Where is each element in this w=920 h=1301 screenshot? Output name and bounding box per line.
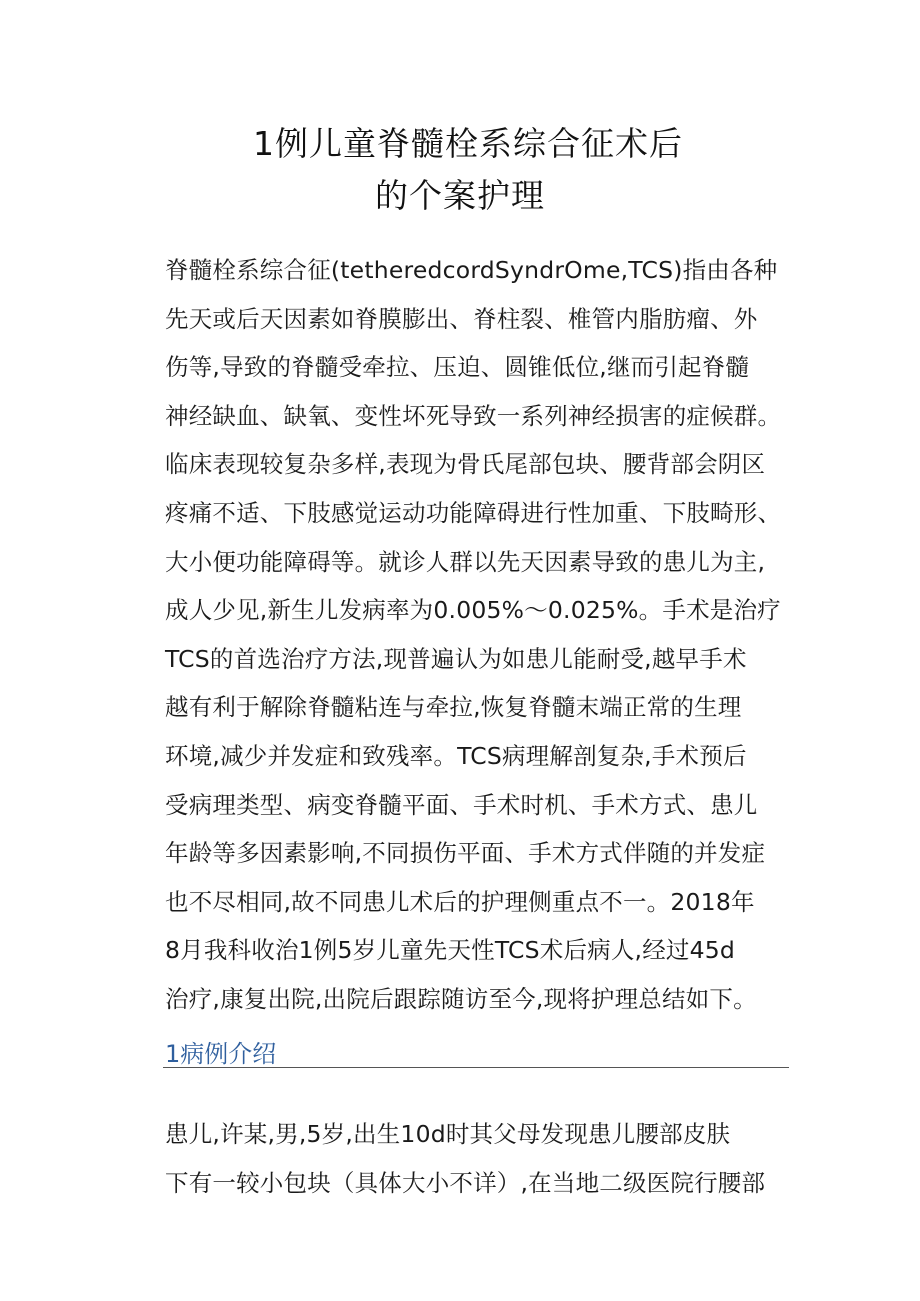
intro-line: 临床表现较复杂多样,表现为骨氏尾部包块、腰背部会阴区 — [165, 450, 766, 479]
intro-line: 伤等,导致的脊髓受牵拉、压迫、圆锥低位,继而引起脊髓 — [165, 353, 750, 382]
intro-line: 越有利于解除脊髓粘连与牵拉,恢复脊髓末端正常的生理 — [165, 693, 742, 722]
intro-line: 成人少见,新生儿发病率为0.005%～0.025%。手术是治疗 — [165, 596, 781, 625]
intro-line: 脊髓栓系综合征(tetheredcordSyndrOme,TCS)指由各种 — [165, 256, 778, 284]
title-line-2: 的个案护理 — [375, 176, 545, 215]
intro-line: 也不尽相同,故不同患儿术后的护理侧重点不一。2018年 — [165, 887, 755, 916]
case-paragraph — [165, 1110, 785, 1207]
intro-line: 疼痛不适、下肢感觉运动功能障碍进行性加重、下肢畸形、 — [165, 498, 782, 527]
case-line: 下有一较小包块（具体大小不详）,在当地二级医院行腰部 — [165, 1168, 766, 1197]
section-divider — [163, 1067, 789, 1068]
intro-line: 年龄等多因素影响,不同损伤平面、手术方式伴随的并发症 — [165, 839, 766, 868]
intro-paragraph — [165, 246, 785, 1024]
intro-line: 神经缺血、缺氧、变性坏死导致一系列神经损害的症候群。 — [165, 401, 782, 430]
intro-line: 环境,减少并发症和致残率。TCS病理解剖复杂,手术预后 — [165, 741, 747, 770]
intro-line: 治疗,康复出院,出院后跟踪随访至今,现将护理总结如下。 — [165, 984, 757, 1013]
intro-line: 大小便功能障碍等。就诊人群以先天因素导致的患儿为主, — [165, 547, 766, 576]
document-title — [0, 118, 920, 222]
intro-line: 8月我科收治1例5岁儿童先天性TCS术后病人,经过45d — [165, 936, 736, 965]
intro-line: 先天或后天因素如脊膜膨出、脊柱裂、椎管内脂肪瘤、外 — [165, 304, 758, 333]
intro-line: 受病理类型、病变脊髓平面、手术时机、手术方式、患儿 — [165, 790, 758, 819]
intro-line: TCS的首选治疗方法,现普遍认为如患儿能耐受,越早手术 — [165, 644, 747, 673]
title-line-1: 1例儿童脊髓栓系综合征术后 — [253, 124, 683, 163]
section-heading-case-intro: 1病例介绍 — [165, 1040, 277, 1068]
case-line: 患儿,许某,男,5岁,出生10d时其父母发现患儿腰部皮肤 — [165, 1120, 731, 1148]
